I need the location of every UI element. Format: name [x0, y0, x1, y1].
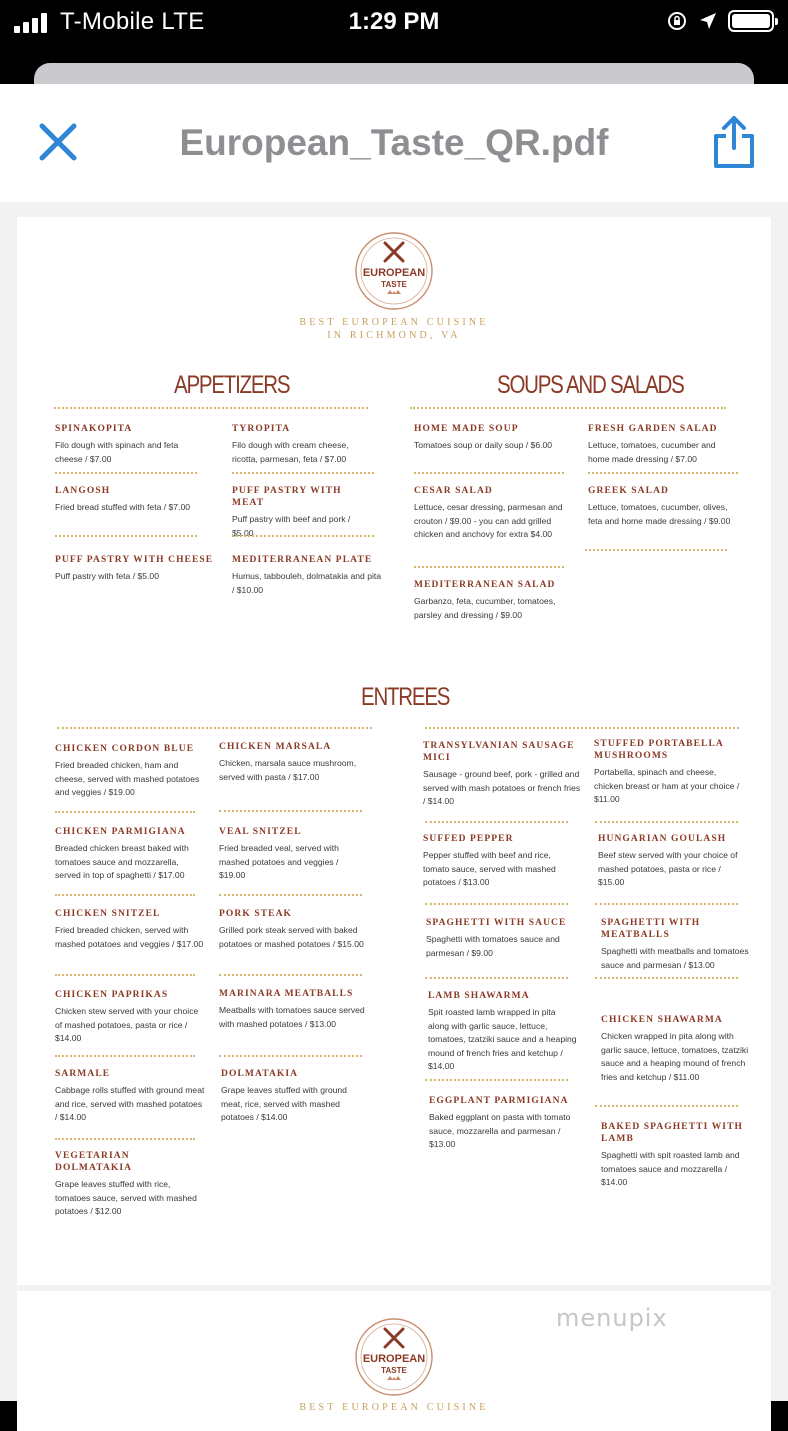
- appetizer-menu-item: [232, 554, 382, 597]
- menu-item-name: TYROPITA: [232, 424, 291, 434]
- entree-menu-item: [55, 1068, 205, 1125]
- menu-item-name: FRESH GARDEN SALAD: [588, 424, 718, 434]
- clock: 1:29 PM: [348, 8, 440, 35]
- menu-item-name: LANGOSH: [55, 486, 111, 496]
- divider: [414, 566, 564, 568]
- menu-item-name: CHICKEN SNITZEL: [55, 909, 161, 919]
- divider: [410, 407, 726, 409]
- status-bar: [0, 0, 788, 60]
- divider: [425, 977, 568, 979]
- menu-item-description: Filo dough with spinach and feta cheese / $7.00: [55, 440, 179, 464]
- menu-item-description: Beef stew served with your choice of mashed potatoes, pasta or rice / $15.00: [598, 850, 738, 887]
- appetizer-menu-item: [55, 485, 205, 515]
- divider: [588, 472, 738, 474]
- entree-menu-item: [601, 1014, 751, 1084]
- menu-item-name: SARMALE: [55, 1069, 111, 1079]
- navigation-bar: [0, 84, 788, 202]
- entree-menu-item: [429, 1095, 579, 1152]
- divider: [219, 974, 362, 976]
- menu-item-description: Chicken wrapped in pita along with garlic sauce, lettuce, tomatoes, tzatziki sauce and a heaping mound of french fries and ketchup / $11.00: [601, 1031, 749, 1082]
- menu-item-description: Chicken, marsala sauce mushroom, served with pasta / $17.00: [219, 758, 357, 782]
- pdf-page-1[interactable]: [17, 217, 771, 1285]
- menu-item-description: Humus, tabbouleh, dolmatakia and pita / $10.00: [232, 571, 382, 595]
- menu-item-name: MEDITERRANEAN PLATE: [232, 555, 373, 565]
- divider: [425, 821, 568, 823]
- menu-item-description: Lettuce, tomatoes, cucumber, olives, feta and home made dressing / $9.00: [588, 502, 731, 526]
- menu-item-name: CHICKEN PARMIGIANA: [55, 827, 186, 837]
- menu-item-name: SPAGHETTI WITH MEATBALLS: [601, 918, 701, 940]
- menu-item-description: Grilled pork steak served with baked potatoes or mashed potatoes / $15.00: [219, 925, 364, 949]
- tagline: BEST EUROPEAN CUISINE: [299, 1402, 489, 1413]
- soup-salad-menu-item: [588, 485, 738, 528]
- divider: [219, 1055, 362, 1057]
- section-title-appetizers: APPETIZERS: [174, 371, 290, 399]
- menu-item-name: EGGPLANT PARMIGIANA: [429, 1096, 569, 1106]
- menu-item-description: Breaded chicken breast baked with tomatoes sauce and mozzarella, served in top of spaghetti / $17.00: [55, 843, 189, 880]
- menu-item-description: Fried breaded chicken, ham and cheese, served with mashed potatoes and veggies / $19.00: [55, 760, 200, 797]
- menu-item-description: Tomatoes soup or daily soup / $6.00: [414, 440, 553, 450]
- menu-item-name: STUFFED PORTABELLA MUSHROOMS: [594, 739, 724, 761]
- menu-item-name: HOME MADE SOUP: [414, 424, 519, 434]
- menu-item-description: Fried bread stuffed with feta / $7.00: [55, 502, 191, 512]
- menu-item-description: Lettuce, cesar dressing, parmesan and crouton / $9.00 - you can add grilled chicken and anchovy for extra $4.00: [414, 502, 563, 539]
- restaurant-logo: [354, 1317, 434, 1397]
- entree-menu-item: [55, 908, 205, 951]
- menu-item-description: Puff pastry with feta / $5.00: [55, 571, 159, 581]
- entree-menu-item: [601, 917, 751, 972]
- menu-item-name: MARINARA MEATBALLS: [219, 989, 354, 999]
- divider: [219, 810, 362, 812]
- menu-item-description: Portabella, spinach and cheese, chicken breast or ham at your choice / $11.00: [594, 767, 740, 804]
- menu-item-name: LAMB SHAWARMA: [428, 991, 530, 1001]
- entree-menu-item: [55, 826, 205, 883]
- soup-salad-menu-item: [414, 579, 564, 622]
- menu-item-name: BAKED SPAGHETTI WITH LAMB: [601, 1122, 744, 1144]
- section-title-soups: SOUPS AND SALADS: [497, 371, 684, 399]
- divider: [55, 1055, 195, 1057]
- divider: [57, 727, 372, 729]
- entree-menu-item: [426, 917, 576, 960]
- menu-item-description: Grape leaves stuffed with rice, tomatoes sauce, served with mashed potatoes / $12.00: [55, 1179, 197, 1216]
- menu-item-name: PORK STEAK: [219, 909, 293, 919]
- menu-item-name: DOLMATAKIA: [221, 1069, 299, 1079]
- divider: [414, 472, 564, 474]
- entree-menu-item: [219, 826, 364, 883]
- menu-item-name: MEDITERRANEAN SALAD: [414, 580, 556, 590]
- appetizer-menu-item: [55, 554, 220, 584]
- entree-menu-item: [598, 833, 748, 890]
- location-icon: [698, 11, 718, 31]
- menu-item-name: GREEK SALAD: [588, 486, 669, 496]
- menu-item-name: PUFF PASTRY WITH CHEESE: [55, 555, 214, 565]
- menu-item-description: Fried breaded chicken, served with mashed potatoes and veggies / $17.00: [55, 925, 204, 949]
- menu-item-name: CHICKEN MARSALA: [219, 742, 332, 752]
- entree-menu-item: [55, 1150, 205, 1219]
- entree-menu-item: [423, 740, 583, 809]
- divider: [219, 894, 362, 896]
- divider: [55, 974, 195, 976]
- menu-item-description: Sausage - ground beef, pork - grilled and served with mash potatoes or french fries / $14.00: [423, 769, 581, 806]
- entree-menu-item: [423, 833, 573, 890]
- menu-item-name: HUNGARIAN GOULASH: [598, 834, 727, 844]
- soup-salad-menu-item: [414, 423, 564, 453]
- soup-salad-menu-item: [588, 423, 733, 466]
- menu-item-name: SPINAKOPITA: [55, 424, 133, 434]
- menu-item-name: PUFF PASTRY WITH MEAT: [232, 486, 342, 508]
- menu-item-name: CESAR SALAD: [414, 486, 493, 496]
- appetizer-menu-item: [232, 485, 372, 540]
- menu-item-description: Filo dough with cream cheese, ricotta, parmesan, feta / $7.00: [232, 440, 349, 464]
- menu-item-description: Garbanzo, feta, cucumber, tomatoes, parsley and dressing / $9.00: [414, 596, 556, 620]
- menu-item-description: Spaghetti with spit roasted lamb and tomatoes sauce and mozzarella / $14.00: [601, 1150, 740, 1187]
- watermark: menupix: [556, 1304, 668, 1332]
- document-title: European_Taste_QR.pdf: [179, 122, 609, 163]
- menu-item-name: TRANSYLVANIAN SAUSAGE MICI: [423, 741, 575, 763]
- divider: [425, 903, 568, 905]
- entree-menu-item: [219, 988, 369, 1031]
- menu-item-name: VEAL SNITZEL: [219, 827, 302, 837]
- divider: [55, 472, 197, 474]
- tagline-location: IN RICHMOND, VA: [327, 330, 461, 341]
- menu-item-description: Baked eggplant on pasta with tomato sauce, mozzarella and parmesan / $13.00: [429, 1112, 571, 1149]
- menu-item-name: CHICKEN CORDON BLUE: [55, 744, 195, 754]
- pdf-viewer-sheet: [0, 84, 788, 1413]
- soup-salad-menu-item: [414, 485, 564, 542]
- divider: [585, 549, 727, 551]
- menu-item-description: Spaghetti with meatballs and tomatoes sauce and parmesan / $13.00: [601, 946, 749, 970]
- entree-menu-item: [219, 908, 364, 951]
- entree-menu-item: [221, 1068, 366, 1125]
- divider: [55, 535, 197, 537]
- svg-text:EUROPEAN: EUROPEAN: [362, 1353, 426, 1365]
- battery-icon: [728, 10, 774, 32]
- divider: [54, 407, 368, 409]
- carrier-label: T-Mobile LTE: [60, 8, 205, 35]
- entree-menu-item: [55, 989, 205, 1046]
- divider: [595, 977, 738, 979]
- menu-item-description: Fried breaded veal, served with mashed potatoes and veggies / $19.00: [219, 843, 339, 880]
- divider: [595, 1105, 738, 1107]
- section-title-entrees: ENTREES: [361, 683, 450, 711]
- entree-menu-item: [219, 741, 364, 784]
- menu-item-description: Grape leaves stuffed with ground meat, rice, served with mashed potatoes / $14.00: [221, 1085, 347, 1122]
- divider: [425, 727, 739, 729]
- svg-text:TASTE: TASTE: [381, 1366, 407, 1375]
- menu-item-name: SPAGHETTI WITH SAUCE: [426, 918, 567, 928]
- entree-menu-item: [55, 743, 205, 800]
- divider: [232, 472, 374, 474]
- menu-item-description: Pepper stuffed with beef and rice, tomato sauce, served with mashed potatoes / $13.00: [423, 850, 556, 887]
- divider: [595, 821, 738, 823]
- menu-item-description: Puff pastry with beef and pork / $5.00: [232, 514, 351, 538]
- divider: [55, 1138, 195, 1140]
- menu-item-name: CHICKEN SHAWARMA: [601, 1015, 723, 1025]
- menu-item-description: Cabbage rolls stuffed with ground meat and rice, served with mashed potatoes / $14.00: [55, 1085, 205, 1122]
- divider: [595, 903, 738, 905]
- tagline: BEST EUROPEAN CUISINE: [299, 317, 489, 328]
- menu-item-name: VEGETARIAN DOLMATAKIA: [55, 1151, 133, 1173]
- rotation-lock-icon: [666, 10, 688, 32]
- menu-item-description: Chicken stew served with your choice of mashed potatoes, pasta or rice / $14.00: [55, 1006, 199, 1043]
- menu-item-description: Spaghetti with tomatoes sauce and parmesan / $9.00: [426, 934, 560, 958]
- menu-item-name: SUFFED PEPPER: [423, 834, 514, 844]
- restaurant-logo: [354, 231, 434, 311]
- divider: [55, 811, 195, 813]
- menu-item-description: Meatballs with tomatoes sauce served with mashed potatoes / $13.00: [219, 1005, 365, 1029]
- menu-item-name: CHICKEN PAPRIKAS: [55, 990, 169, 1000]
- divider: [425, 1079, 568, 1081]
- menu-item-description: Lettuce, tomatoes, cucumber and home made dressing / $7.00: [588, 440, 716, 464]
- appetizer-menu-item: [55, 423, 205, 466]
- entree-menu-item: [601, 1121, 751, 1190]
- divider: [232, 535, 374, 537]
- entree-menu-item: [594, 738, 744, 807]
- menu-item-description: Spit roasted lamb wrapped in pita along with garlic sauce, lettuce, tomatoes, tzatziki sauce and a heaping mound of french fries and ketchup / $14.00: [428, 1007, 577, 1071]
- divider: [55, 894, 195, 896]
- entree-menu-item: [428, 990, 578, 1074]
- svg-text:EUROPEAN: EUROPEAN: [362, 267, 426, 279]
- share-icon[interactable]: [706, 114, 762, 170]
- svg-text:TASTE: TASTE: [381, 280, 407, 289]
- appetizer-menu-item: [232, 423, 372, 466]
